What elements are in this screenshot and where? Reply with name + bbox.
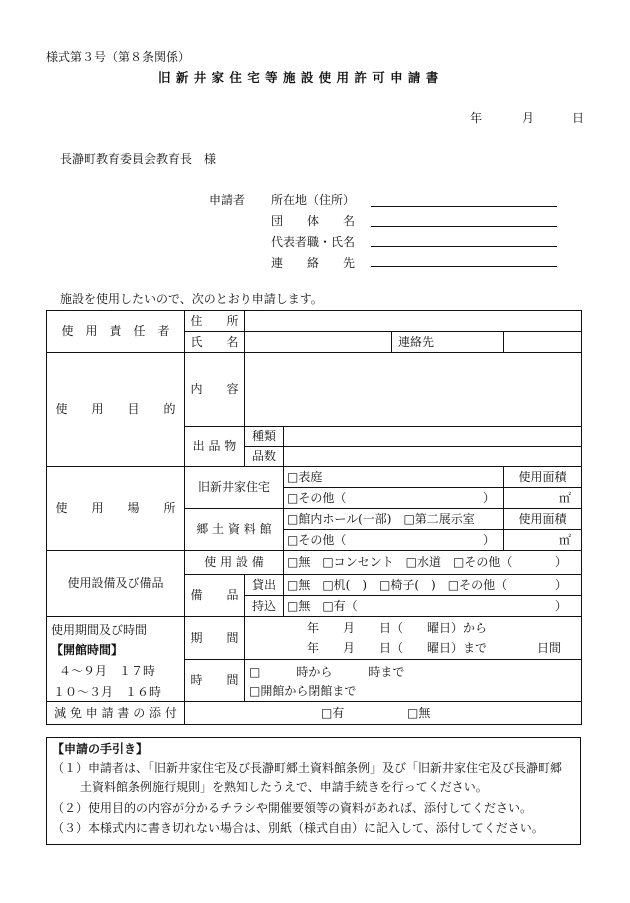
old-house-label: 旧新井家住宅 (185, 467, 284, 509)
guide-item-1-line-2: 土資料館条例施行規則」を熟知したうえで、申請手続きを行ってください。 (80, 780, 488, 794)
date-month-label: 月 (522, 111, 535, 125)
garden-checkbox[interactable]: □表庭 (284, 467, 504, 488)
guide-item-3: （３）本様式内に書き切れない場合は、別紙（様式自由）に記入して、添付してください。 (52, 821, 544, 835)
museum-area-field[interactable] (504, 530, 582, 551)
time-range-option[interactable]: □ 時から 時まで (249, 665, 405, 679)
bring-close: ） (554, 598, 567, 613)
purpose-label: 使 用 目 的 (47, 353, 185, 467)
kind-field[interactable] (284, 427, 582, 447)
application-table (46, 310, 582, 725)
museum-other-option[interactable] (284, 530, 504, 551)
bring-checkboxes[interactable]: □無 □有（ (287, 598, 358, 613)
period-from[interactable]: 年 月 日（ 曜日）から (307, 621, 488, 635)
form-number: 様式第３号（第８条関係） (46, 50, 191, 64)
contact-field[interactable] (504, 332, 582, 353)
museum-label: 郷 土 資 料 館 (185, 509, 284, 551)
applicant-representative-label: 代表者職・氏名 (271, 235, 356, 249)
exemption-yes-checkbox[interactable]: □有 (321, 706, 345, 720)
guide-item-1-line-1: （１）申請者は、「旧新井家住宅及び長瀞町郷土資料館条例」及び「旧新井家住宅及び長瀞町郷 (52, 761, 563, 775)
fixtures-label: 備 品 (185, 575, 245, 617)
museum-area-unit: ㎡ (558, 532, 571, 547)
museum-other-close: ） (482, 532, 495, 547)
facility-equipment-label: 使 用 設 備 (185, 551, 284, 575)
exhibits-label: 出 品 物 (185, 427, 245, 467)
exemption-label: 減 免 申 請 書 の 添 付 (47, 702, 185, 725)
museum-options[interactable]: □館内ホール(一部) □第二展示室 (284, 509, 504, 530)
museum-other-checkbox[interactable]: □その他（ (287, 532, 347, 547)
exemption-field[interactable] (185, 702, 582, 725)
facility-options[interactable] (284, 551, 582, 575)
applicant-contact-label: 連 絡 先 (271, 256, 356, 270)
period-to[interactable]: 年 月 日（ 曜日）まで (307, 641, 488, 655)
count-label: 品数 (245, 447, 284, 467)
applicant-group-label: 団 体 名 (271, 214, 356, 228)
date-year-label: 年 (470, 111, 483, 125)
applicant-label: 申請者 (209, 193, 246, 207)
old-house-area-label: 使用面積 (504, 467, 582, 488)
old-house-area-unit: ㎡ (558, 490, 571, 505)
intro-text: 施設を使用したいので、次のとおり申請します。 (60, 292, 323, 306)
applicant-contact-field[interactable] (371, 266, 557, 267)
application-guide (46, 737, 581, 845)
opening-hours-winter: １０〜３月 １６時 (53, 685, 162, 699)
period-days: 日間 (536, 641, 561, 655)
page-title: 旧 新 井 家 住 宅 等 施 設 使 用 許 可 申 請 書 (158, 70, 439, 85)
equipment-label: 使用設備及び備品 (47, 551, 185, 617)
guide-item-2: （２）使用目的の内容が分かるチラシや開催要領等の資料があれば、添付してください。 (52, 801, 533, 815)
address-field[interactable] (245, 311, 582, 332)
time-field[interactable] (245, 660, 582, 702)
applicant-address-field[interactable] (371, 206, 557, 207)
period-field-label: 期 間 (185, 617, 245, 660)
addressee: 長瀞町教育委員会教育長 様 (60, 152, 217, 166)
time-label: 時 間 (185, 660, 245, 702)
old-house-other-checkbox[interactable]: □その他（ (287, 490, 347, 505)
bring-options[interactable] (284, 596, 582, 617)
old-house-other-close: ） (482, 490, 495, 505)
contact-label: 連絡先 (398, 334, 435, 349)
facility-close: ） (554, 555, 567, 570)
applicant-group-field[interactable] (371, 226, 557, 227)
applicant-representative-field[interactable] (371, 246, 557, 247)
opening-hours-heading: 【開館時間】 (51, 643, 124, 657)
opening-hours-summer: ４〜９月 １７時 (59, 664, 156, 678)
content-label: 内 容 (185, 353, 245, 427)
museum-area-label: 使用面積 (504, 509, 582, 530)
facility-checkboxes[interactable]: □無 □コンセント □水道 □その他（ (287, 555, 513, 570)
bring-label: 持込 (245, 596, 284, 617)
guide-heading: 【申請の手引き】 (52, 742, 149, 756)
rent-checkboxes[interactable]: □無 □机( ) □椅子( ) □その他（ (287, 577, 508, 592)
rent-close: ） (554, 577, 567, 592)
date-day-label: 日 (572, 111, 585, 125)
responsible-label: 使 用 責 任 者 (47, 311, 185, 353)
exemption-no-checkbox[interactable]: □無 (407, 706, 431, 720)
applicant-address-label: 所在地（住所） (271, 193, 356, 207)
name-label: 氏 名 (185, 332, 245, 353)
period-label-cell (47, 617, 185, 702)
name-field[interactable] (245, 332, 392, 353)
address-label: 住 所 (185, 311, 245, 332)
period-field[interactable] (245, 617, 582, 660)
rent-label: 貸出 (245, 575, 284, 596)
kind-label: 種類 (245, 427, 284, 447)
old-house-other-option[interactable] (284, 488, 504, 509)
content-field[interactable] (245, 353, 582, 427)
time-open-close-option[interactable]: □開館から閉館まで (249, 684, 357, 698)
count-field[interactable] (284, 447, 582, 467)
place-label: 使 用 場 所 (47, 467, 185, 551)
period-label: 使用期間及び時間 (51, 623, 148, 637)
rent-options[interactable] (284, 575, 582, 596)
old-house-area-field[interactable] (504, 488, 582, 509)
